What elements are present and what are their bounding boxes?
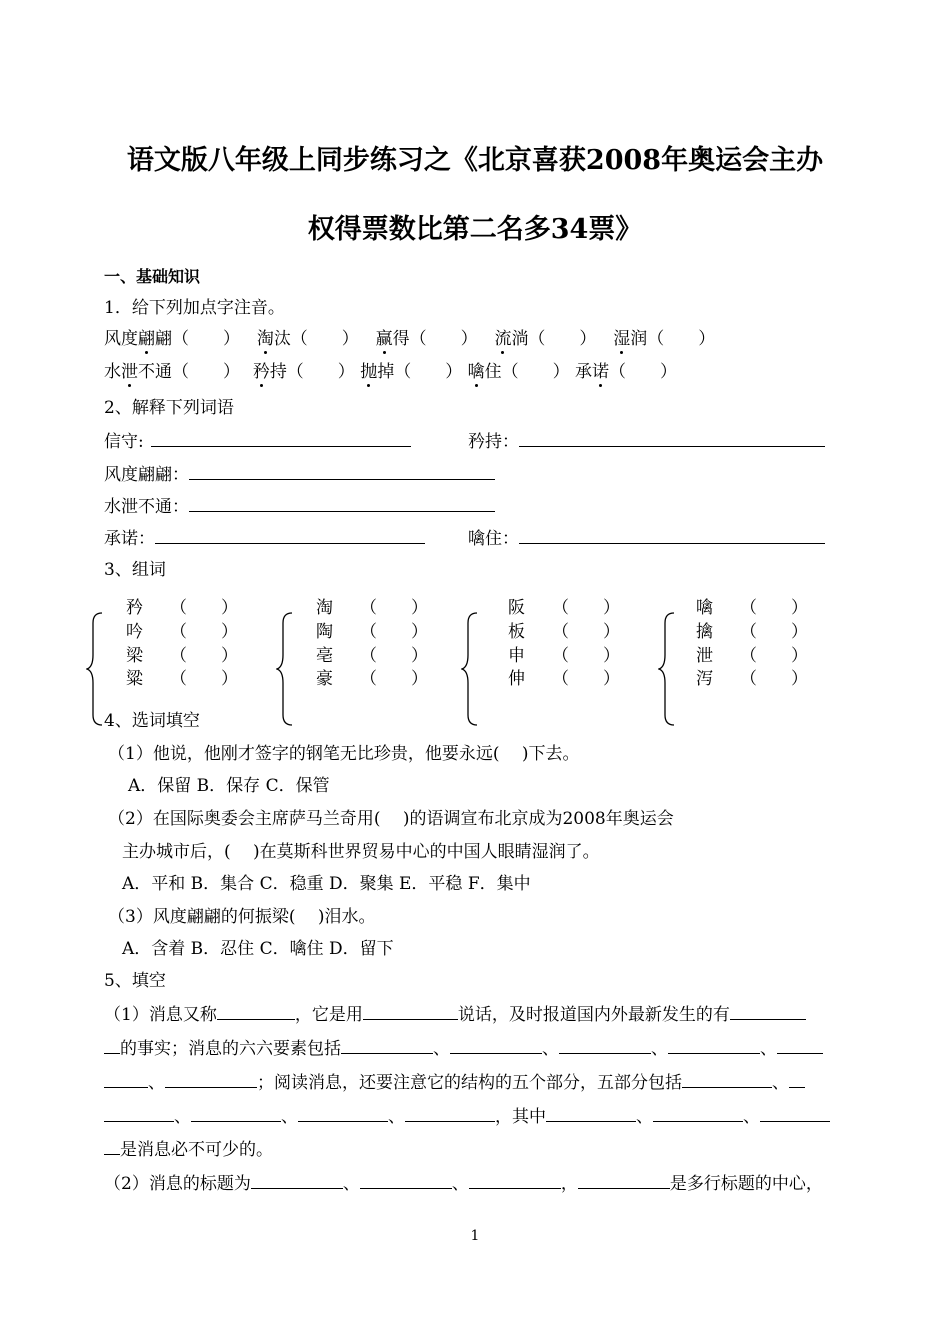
question-4-sentence-1: （1）他说，他刚才签字的钢笔无比珍贵，他要永远( )下去。 (108, 744, 580, 764)
question-5-para-1-line-1: （1）消息又称 ，它是用 说话，及时报道国内外最新发生的有 (104, 1002, 806, 1027)
fill-blank[interactable] (469, 1171, 561, 1189)
word-group-char: 申 (508, 646, 525, 666)
define-shuixie: 水泄不通： (104, 494, 495, 519)
fill-blank[interactable] (405, 1104, 495, 1122)
word-group-paren[interactable]: （ ） (170, 669, 238, 689)
word-group-char: 泄 (696, 646, 713, 666)
page-number: 1 (470, 1228, 480, 1244)
brace-bracket (461, 611, 479, 727)
fill-blank[interactable] (559, 1036, 651, 1054)
fill-blank[interactable] (104, 1036, 120, 1054)
fill-blank[interactable] (104, 1070, 148, 1088)
word-group-paren[interactable]: （ ） (740, 669, 808, 689)
word-group-paren[interactable]: （ ） (740, 646, 808, 666)
word-group-char: 豪 (316, 669, 333, 689)
question-4-options-1: A．保留 B．保存 C．保管 (128, 776, 330, 796)
answer-blank[interactable] (189, 462, 495, 480)
fill-blank[interactable] (653, 1104, 743, 1122)
fill-blank[interactable] (789, 1070, 805, 1088)
word-group-paren[interactable]: （ ） (170, 598, 238, 618)
question-4-sentence-3: （3）风度翩翩的何振梁( )泪水。 (108, 907, 376, 927)
word-group-paren[interactable]: （ ） (740, 622, 808, 642)
word-group-paren[interactable]: （ ） (552, 622, 620, 642)
question-5-para-2-line-1: （2）消息的标题为 、 、 ， 是多行标题的中心， (104, 1171, 823, 1196)
q1-item: 噙住（ ） (467, 362, 570, 382)
question-5-label: 5、填空 (104, 971, 166, 991)
q1-item: 湿润（ ） (613, 329, 716, 349)
define-chengnuo: 承诺： (104, 526, 425, 551)
q1-item: 承诺（ ） (575, 362, 678, 382)
word-group-char: 淘 (316, 598, 333, 618)
document-title-line-1: 语文版八年级上同步练习之《北京喜获2008年奥运会主办 (126, 145, 824, 176)
fill-blank[interactable] (450, 1036, 542, 1054)
q1-item: 矜持（ ） (252, 362, 355, 382)
answer-blank[interactable] (519, 526, 825, 544)
question-5-para-1-line-3: 、 ；阅读消息，还要注意它的结构的五个部分，五部分包括 、 (104, 1070, 805, 1095)
question-5-para-1-line-2: 的事实；消息的六六要素包括 、 、 、 、 (104, 1036, 823, 1061)
word-group-char: 粱 (126, 669, 143, 689)
word-group-paren[interactable]: （ ） (170, 646, 238, 666)
word-group-char: 伸 (508, 669, 525, 689)
define-fengdu: 风度翩翩： (104, 462, 495, 487)
define-jinchi: 矜持： (468, 429, 825, 454)
define-qinzhu: 噙住： (468, 526, 825, 551)
answer-blank[interactable] (189, 494, 495, 512)
question-1-row-2 (104, 360, 677, 384)
brace-bracket (86, 611, 104, 727)
q1-item: 抛掉（ ） (360, 362, 463, 382)
word-group-paren[interactable]: （ ） (552, 669, 620, 689)
word-group-paren[interactable]: （ ） (740, 598, 808, 618)
word-group-char: 噙 (696, 598, 713, 618)
word-group-paren[interactable]: （ ） (552, 646, 620, 666)
q1-item: 赢得（ ） (375, 329, 478, 349)
fill-blank[interactable] (165, 1070, 257, 1088)
word-group-char: 梁 (126, 646, 143, 666)
question-4-sentence-2a: （2）在国际奥委会主席萨马兰奇用( )的语调宣布北京成为2008年奥运会 (108, 809, 674, 829)
question-4-options-3: A．含着 B．忍住 C．噙住 D．留下 (122, 939, 394, 959)
fill-blank[interactable] (777, 1036, 823, 1054)
word-group-paren[interactable]: （ ） (170, 622, 238, 642)
fill-blank[interactable] (341, 1036, 433, 1054)
answer-blank[interactable] (519, 429, 825, 447)
fill-blank[interactable] (682, 1070, 772, 1088)
fill-blank[interactable] (760, 1104, 830, 1122)
fill-blank[interactable] (360, 1171, 452, 1189)
question-1-label: 1．给下列加点字注音。 (104, 298, 285, 318)
q1-item: 流淌（ ） (494, 329, 597, 349)
fill-blank[interactable] (363, 1002, 458, 1020)
fill-blank[interactable] (668, 1036, 760, 1054)
question-5-para-1-line-4: 、 、 、 ，其中 、 、 (104, 1104, 830, 1129)
fill-blank[interactable] (578, 1171, 670, 1189)
question-4-label: 4、选词填空 (104, 711, 200, 731)
word-group-char: 矜 (126, 598, 143, 618)
brace-bracket (276, 611, 294, 727)
question-4-sentence-2b: 主办城市后，( )在莫斯科世界贸易中心的中国人眼睛湿润了。 (122, 842, 600, 862)
question-3-label: 3、组词 (104, 560, 166, 580)
fill-blank[interactable] (191, 1104, 281, 1122)
fill-blank[interactable] (104, 1137, 120, 1155)
question-2-label: 2、解释下列词语 (104, 398, 234, 418)
word-group-paren[interactable]: （ ） (360, 598, 428, 618)
fill-blank[interactable] (251, 1171, 343, 1189)
q1-item: 水泄不通（ ） (104, 362, 240, 382)
question-5-para-1-line-5: 是消息必不可少的。 (104, 1137, 273, 1162)
word-group-paren[interactable]: （ ） (552, 598, 620, 618)
q1-item: 淘汰（ ） (256, 329, 359, 349)
brace-bracket (658, 611, 676, 727)
word-group-paren[interactable]: （ ） (360, 669, 428, 689)
word-group-char: 吟 (126, 622, 143, 642)
fill-blank[interactable] (298, 1104, 388, 1122)
word-group-char: 泻 (696, 669, 713, 689)
word-group-paren[interactable]: （ ） (360, 646, 428, 666)
fill-blank[interactable] (217, 1002, 295, 1020)
fill-blank[interactable] (546, 1104, 636, 1122)
answer-blank[interactable] (151, 429, 411, 447)
word-group-paren[interactable]: （ ） (360, 622, 428, 642)
word-group-char: 阪 (508, 598, 525, 618)
word-group-char: 板 (508, 622, 525, 642)
answer-blank[interactable] (155, 526, 425, 544)
section-heading-basic-knowledge: 一、基础知识 (104, 267, 201, 286)
word-group-char: 亳 (316, 646, 333, 666)
fill-blank[interactable] (104, 1104, 174, 1122)
question-4-options-2: A．平和 B．集合 C．稳重 D．聚集 E．平稳 F．集中 (122, 874, 531, 894)
fill-blank[interactable] (730, 1002, 806, 1020)
word-group-char: 陶 (316, 622, 333, 642)
document-title-line-2: 权得票数比第二名多34票》 (307, 214, 643, 245)
word-group-char: 擒 (696, 622, 713, 642)
question-1-row-1 (104, 327, 715, 351)
q1-item: 风度翩翩（ ） (104, 329, 240, 349)
define-xinshou: 信守: (104, 429, 411, 454)
